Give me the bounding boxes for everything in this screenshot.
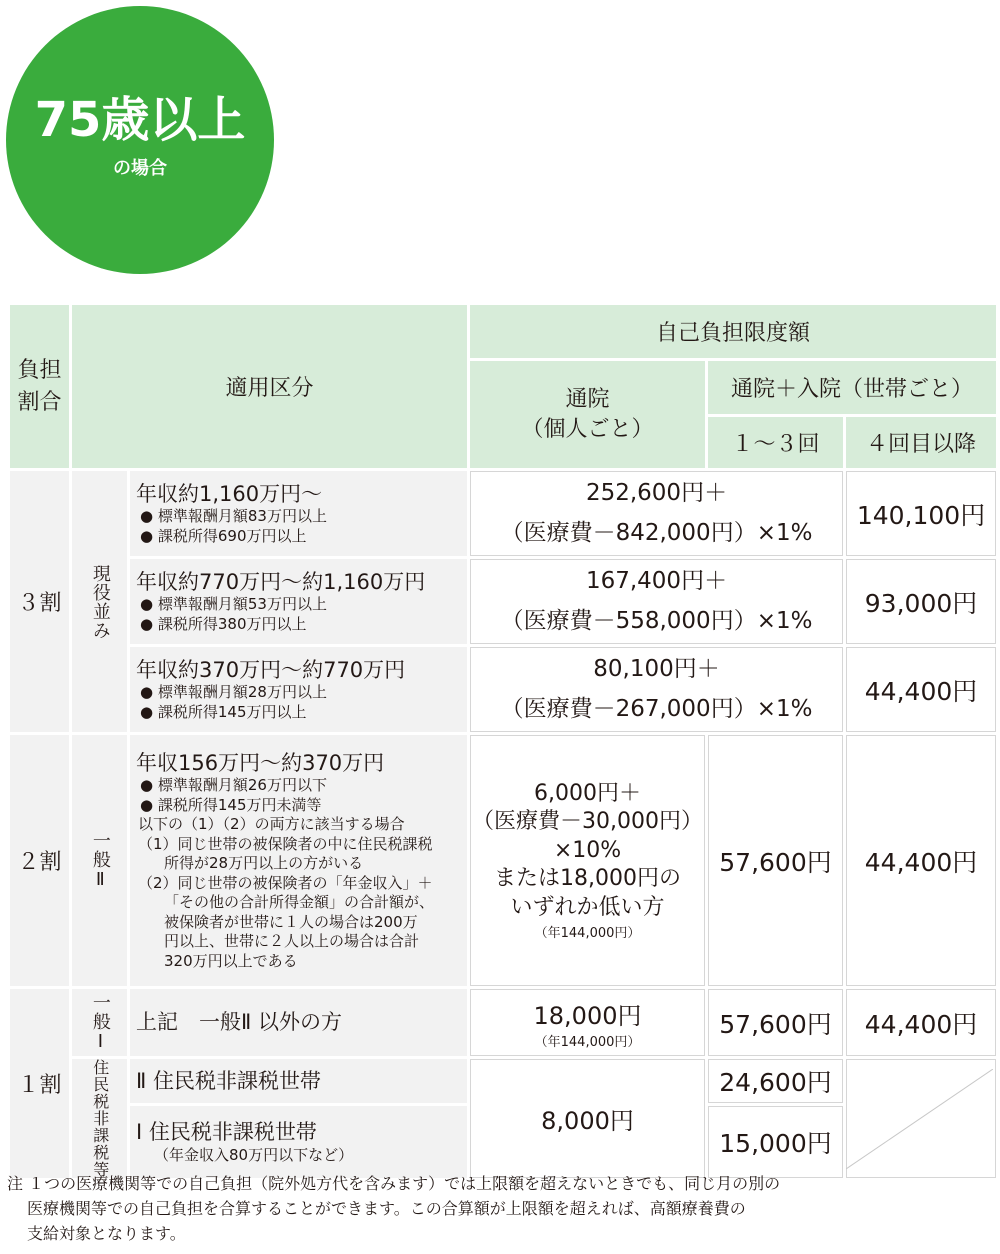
rate-2: ２割	[9, 734, 71, 988]
row-e-category: 上記 一般Ⅱ 以外の方	[129, 988, 469, 1058]
row-g-category: Ⅰ 住民税非課税世帯 （年金収入80万円以下など）	[129, 1105, 469, 1180]
header-limit: 自己負担限度額	[469, 304, 998, 360]
row-e-outpatient: 18,000円 （年144,000円）	[469, 988, 707, 1058]
badge-sub: の場合	[113, 158, 167, 179]
row-f-1-3: 24,600円	[707, 1058, 845, 1105]
group-hikazei: 住民税非課税等	[71, 1058, 129, 1180]
rate-3: ３割	[9, 470, 71, 734]
footnote: 注 １つの医療機関等での自己負担（院外処方代を含みます）では上限額を超えないときでも、同じ月の別の 医療機関等での自己負担を合算することができます。この合算額が上限額を超えれば、高額療養費の 支給対象となります。	[7, 1174, 781, 1243]
header-category: 適用区分	[71, 304, 469, 470]
rate-1: １割	[9, 988, 71, 1180]
row-e-1-3: 57,600円	[707, 988, 845, 1058]
limit-table	[7, 302, 999, 1181]
row-d-category: 年収156万円～約370万円 ● 標準報酬月額26万円以下 ● 課税所得145万円未満等 以下の（1）（2）の両方に該当する場合 （1）同じ世帯の被保険者の中に住民税課税 所得が28万円以上の方がいる （2）同じ世帯の被保険者の「年金収入」＋ 「その他の合計所得金額」の合計額が、 被保険者が世帯に１人の場合は200万 円以上、世帯に２人以上の場合は合計 320万円以上である	[129, 734, 469, 988]
row-e-4th: 44,400円	[845, 988, 998, 1058]
row-d-4th: 44,400円	[845, 734, 998, 988]
row-b-category: 年収約770万円～約1,160万円 ● 標準報酬月額53万円以上 ● 課税所得380万円以上	[129, 558, 469, 646]
row-d-1-3: 57,600円	[707, 734, 845, 988]
header-combined: 通院＋入院（世帯ごと）	[707, 360, 998, 416]
group-genekinami: 現役並み	[71, 470, 129, 734]
row-c-limit: 80,100円＋ （医療費－267,000円）×1%	[469, 646, 845, 734]
row-g-1-3: 15,000円	[707, 1105, 845, 1180]
row-a-category: 年収約1,160万円～ ● 標準報酬月額83万円以上 ● 課税所得690万円以上	[129, 470, 469, 558]
row-a-limit: 252,600円＋ （医療費－842,000円）×1%	[469, 470, 845, 558]
age-badge	[6, 6, 274, 274]
group-ippan1: 一般Ⅰ	[71, 988, 129, 1058]
group-ippan2: 一般Ⅱ	[71, 734, 129, 988]
header-times-4: ４回目以降	[845, 416, 998, 470]
row-c-4th: 44,400円	[845, 646, 998, 734]
header-rate: 負担 割合	[9, 304, 71, 470]
row-f-category: Ⅱ 住民税非課税世帯	[129, 1058, 469, 1105]
row-fg-4th-empty	[845, 1058, 998, 1180]
row-a-4th: 140,100円	[845, 470, 998, 558]
badge-age: 75歳以上	[34, 92, 246, 148]
row-d-outpatient: 6,000円＋ （医療費－30,000円） ×10% または18,000円の いずれか低い方 （年144,000円）	[469, 734, 707, 988]
row-fg-outpatient: 8,000円	[469, 1058, 707, 1180]
header-outpatient: 通院 （個人ごと）	[469, 360, 707, 470]
row-b-limit: 167,400円＋ （医療費－558,000円）×1%	[469, 558, 845, 646]
row-c-category: 年収約370万円～約770万円 ● 標準報酬月額28万円以上 ● 課税所得145万円以上	[129, 646, 469, 734]
row-b-4th: 93,000円	[845, 558, 998, 646]
diagonal-line	[846, 1069, 993, 1169]
header-times-1-3: １～３回	[707, 416, 845, 470]
